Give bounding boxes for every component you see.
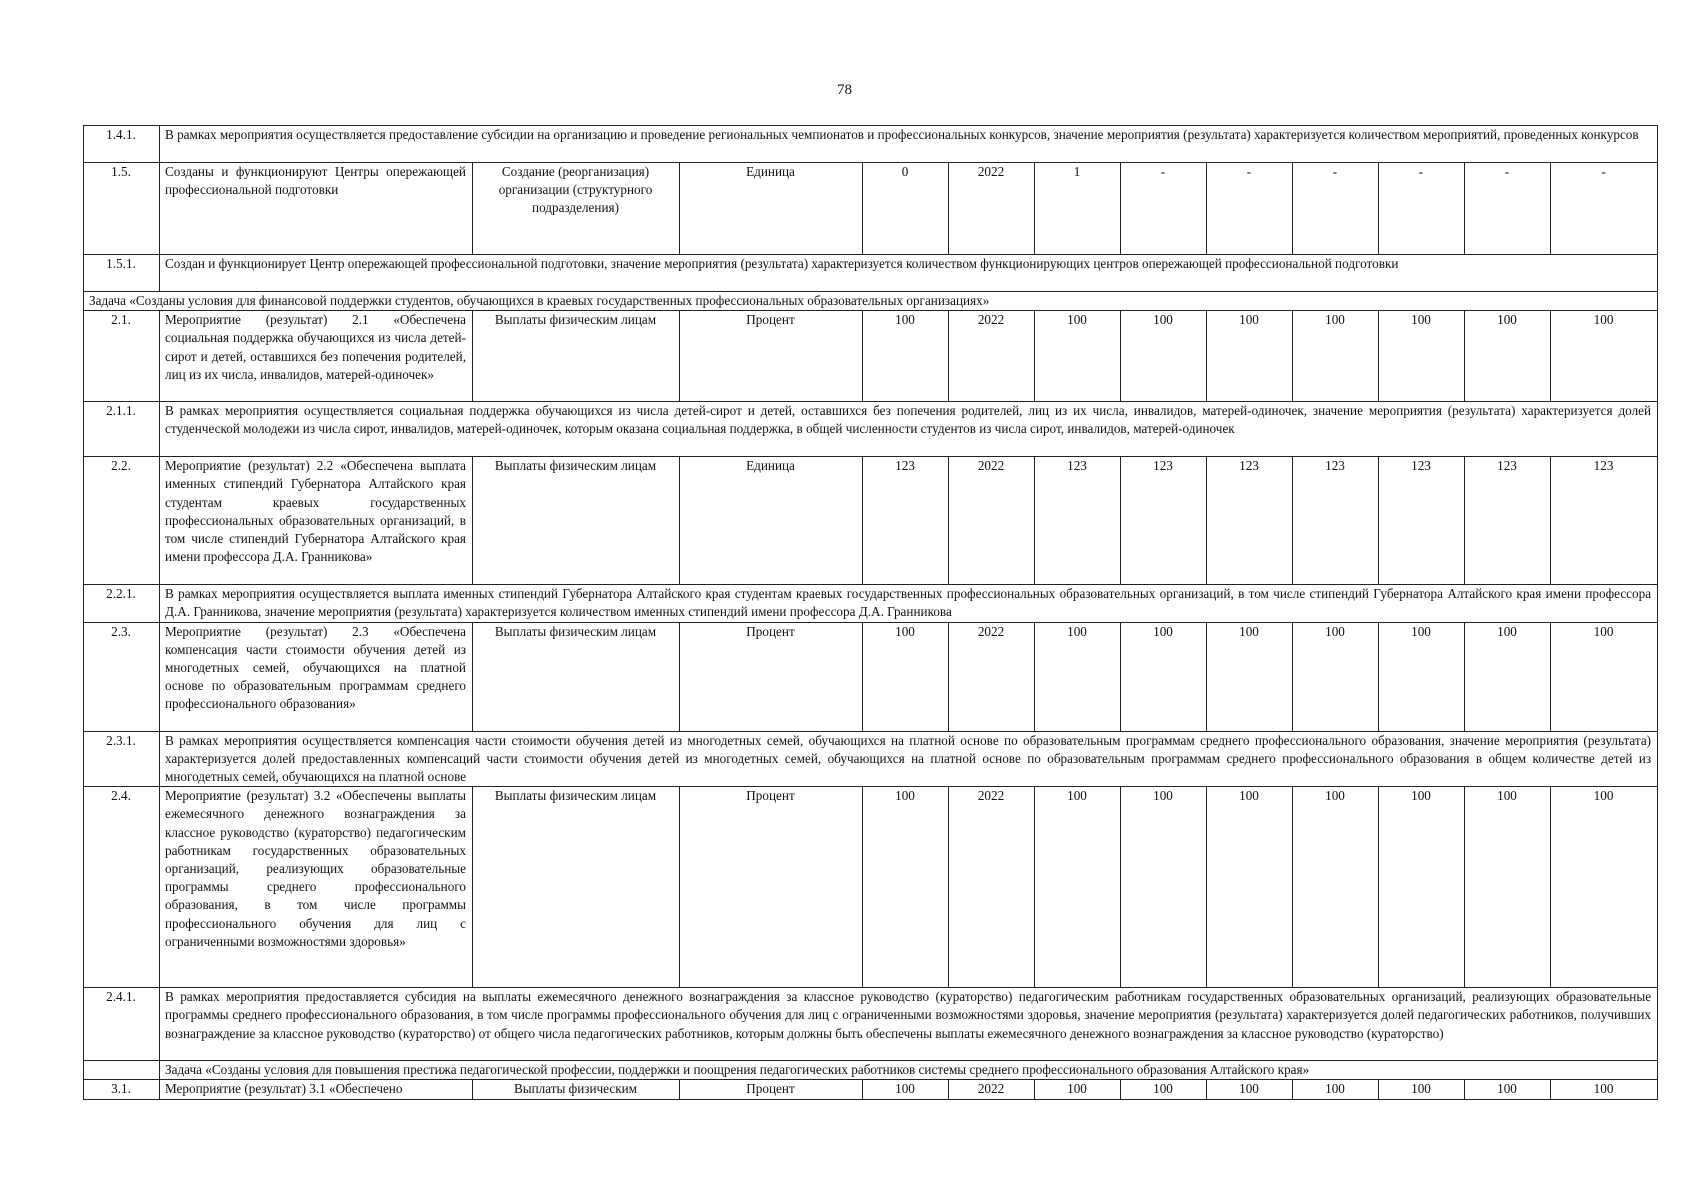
row-number: 2.2.1.	[84, 585, 160, 622]
table-row	[84, 402, 1658, 457]
base-year: 2022	[949, 1080, 1035, 1099]
value-1: 123	[1035, 457, 1121, 585]
row-description: В рамках мероприятия осуществляется предоставление субсидии на организацию и проведение региональных чемпионатов и профессиональных конкурсов, значение мероприятия (результата) характеризуется количеством мероприятий, проведенных конкурсов	[160, 126, 1658, 163]
base-value: 100	[863, 622, 949, 731]
base-value: 123	[863, 457, 949, 585]
results-table	[83, 125, 1658, 1100]
row-number: 3.1.	[84, 1080, 160, 1099]
result-type: Выплаты физическим лицам	[473, 311, 680, 402]
value-6: 100	[1465, 1080, 1551, 1099]
value-6: 123	[1465, 457, 1551, 585]
value-7: 100	[1551, 311, 1658, 402]
row-description: Создан и функционирует Центр опережающей профессиональной подготовки, значение мероприятия (результата) характеризуется количеством функционирующих центров опережающей профессиональной подготовки	[160, 255, 1658, 292]
table-row	[84, 988, 1658, 1061]
row-number: 1.4.1.	[84, 126, 160, 163]
value-4: -	[1293, 163, 1379, 255]
unit: Единица	[680, 163, 863, 255]
table-row	[84, 126, 1658, 163]
table-row	[84, 255, 1658, 292]
result-type: Выплаты физическим	[473, 1080, 680, 1099]
base-year: 2022	[949, 311, 1035, 402]
table-row	[84, 311, 1658, 402]
value-4: 100	[1293, 1080, 1379, 1099]
value-1: 100	[1035, 622, 1121, 731]
value-5: -	[1379, 163, 1465, 255]
value-7: 100	[1551, 622, 1658, 731]
task-row	[84, 292, 1658, 311]
unit: Процент	[680, 622, 863, 731]
unit: Процент	[680, 311, 863, 402]
value-6: 100	[1465, 787, 1551, 988]
row-description: В рамках мероприятия предоставляется субсидия на выплаты ежемесячного денежного вознаграждения за классное руководство (кураторство) педагогическим работникам государственных образовательных организаций, реализующих образовательные программы среднего профессионального образования, в том числе программы профессионального обучения для лиц с ограниченными возможностями здоровья, значение мероприятия (результата) характеризуется долей педагогических работников, получивших вознаграждение за классное руководство (кураторство) от общего числа педагогических работников, которым должны быть обеспечены выплаты ежемесячного денежного вознаграждения за классное руководство (кураторство)	[160, 988, 1658, 1061]
value-7: 100	[1551, 1080, 1658, 1099]
value-7: 100	[1551, 787, 1658, 988]
value-6: 100	[1465, 311, 1551, 402]
table-row	[84, 163, 1658, 255]
value-3: 100	[1207, 787, 1293, 988]
base-year: 2022	[949, 163, 1035, 255]
base-year: 2022	[949, 787, 1035, 988]
value-1: 100	[1035, 311, 1121, 402]
result-name: Мероприятие (результат) 3.2 «Обеспечены выплаты ежемесячного денежного вознаграждения за классное руководство (кураторство) педагогическим работникам государственных образовательных организаций, реализующих образовательные программы среднего профессионального образования, в том числе программы профессионального обучения для лиц с ограниченными возможностями здоровья»	[160, 787, 473, 988]
base-value: 100	[863, 311, 949, 402]
base-value: 100	[863, 787, 949, 988]
value-2: 123	[1121, 457, 1207, 585]
table-row	[84, 622, 1658, 731]
value-4: 100	[1293, 311, 1379, 402]
value-1: 1	[1035, 163, 1121, 255]
row-number: 2.3.1.	[84, 731, 160, 787]
result-type: Выплаты физическим лицам	[473, 787, 680, 988]
value-1: 100	[1035, 1080, 1121, 1099]
unit: Единица	[680, 457, 863, 585]
value-5: 100	[1379, 311, 1465, 402]
value-3: 100	[1207, 622, 1293, 731]
page-number: 78	[837, 82, 852, 98]
result-name: Созданы и функционируют Центры опережающей профессиональной подготовки	[160, 163, 473, 255]
task-heading: Задача «Созданы условия для финансовой поддержки студентов, обучающихся в краевых государственных профессиональных образовательных организациях»	[84, 292, 1658, 311]
row-number: 2.1.	[84, 311, 160, 402]
base-value: 100	[863, 1080, 949, 1099]
base-year: 2022	[949, 622, 1035, 731]
row-description: В рамках мероприятия осуществляется социальная поддержка обучающихся из числа детей-сирот и детей, оставшихся без попечения родителей, лиц из их числа, инвалидов, матерей-одиночек, значение мероприятия (результата) характеризуется долей студенческой молодежи из числа сирот, инвалидов, матерей-одиночек, которым оказана социальная поддержка, в общей численности студентов из числа сирот, инвалидов, матерей-одиночек	[160, 402, 1658, 457]
value-6: -	[1465, 163, 1551, 255]
value-3: 100	[1207, 1080, 1293, 1099]
table-row	[84, 787, 1658, 988]
value-2: 100	[1121, 787, 1207, 988]
value-5: 100	[1379, 1080, 1465, 1099]
value-3: 123	[1207, 457, 1293, 585]
base-year: 2022	[949, 457, 1035, 585]
value-5: 100	[1379, 787, 1465, 988]
value-5: 123	[1379, 457, 1465, 585]
value-6: 100	[1465, 622, 1551, 731]
row-number: 2.2.	[84, 457, 160, 585]
result-name: Мероприятие (результат) 3.1 «Обеспечено	[160, 1080, 473, 1099]
value-5: 100	[1379, 622, 1465, 731]
row-description: В рамках мероприятия осуществляется выплата именных стипендий Губернатора Алтайского края студентам краевых государственных профессиональных образовательных организаций, в том числе стипендий Губернатора Алтайского края имени профессора Д.А. Гранникова, значение мероприятия (результата) характеризуется количеством именных стипендий имени профессора Д.А. Гранникова	[160, 585, 1658, 622]
value-4: 100	[1293, 622, 1379, 731]
row-number: 2.1.1.	[84, 402, 160, 457]
table-row	[84, 585, 1658, 622]
table-row	[84, 731, 1658, 787]
table-row	[84, 1080, 1658, 1099]
result-type: Создание (реорганизация) организации (структурного подразделения)	[473, 163, 680, 255]
value-3: 100	[1207, 311, 1293, 402]
row-number: 1.5.1.	[84, 255, 160, 292]
base-value: 0	[863, 163, 949, 255]
task-heading: Задача «Созданы условия для повышения престижа педагогической профессии, поддержки и поощрения педагогических работников системы среднего профессионального образования Алтайского края»	[160, 1061, 1658, 1080]
task-row	[84, 1061, 1658, 1080]
result-type: Выплаты физическим лицам	[473, 457, 680, 585]
value-7: -	[1551, 163, 1658, 255]
result-name: Мероприятие (результат) 2.3 «Обеспечена компенсация части стоимости обучения детей из многодетных семей, обучающихся на платной основе по образовательным программам среднего профессионального образования»	[160, 622, 473, 731]
row-number: 2.4.1.	[84, 988, 160, 1061]
table-row	[84, 457, 1658, 585]
value-4: 100	[1293, 787, 1379, 988]
value-3: -	[1207, 163, 1293, 255]
result-name: Мероприятие (результат) 2.1 «Обеспечена социальная поддержка обучающихся из числа детей-сирот и детей, оставшихся без попечения родителей, лиц из их числа, инвалидов, матерей-одиночек»	[160, 311, 473, 402]
unit: Процент	[680, 1080, 863, 1099]
value-2: 100	[1121, 1080, 1207, 1099]
row-number: 2.4.	[84, 787, 160, 988]
value-1: 100	[1035, 787, 1121, 988]
value-4: 123	[1293, 457, 1379, 585]
result-type: Выплаты физическим лицам	[473, 622, 680, 731]
result-name: Мероприятие (результат) 2.2 «Обеспечена выплата именных стипендий Губернатора Алтайского края студентам краевых государственных профессиональных образовательных организаций, в том числе стипендий Губернатора Алтайского края имени профессора Д.А. Гранникова»	[160, 457, 473, 585]
unit: Процент	[680, 787, 863, 988]
row-number: 1.5.	[84, 163, 160, 255]
value-2: 100	[1121, 311, 1207, 402]
value-2: -	[1121, 163, 1207, 255]
value-2: 100	[1121, 622, 1207, 731]
row-description: В рамках мероприятия осуществляется компенсация части стоимости обучения детей из многодетных семей, обучающихся на платной основе по образовательным программам среднего профессионального образования, значение мероприятия (результата) характеризуется долей предоставленных компенсаций части стоимости обучения детей из многодетных семей, обучающихся на платной основе по образовательным программам среднего профессионального образования в общем количестве детей из многодетных семей, обучающихся на платной основе	[160, 731, 1658, 787]
row-number: 2.3.	[84, 622, 160, 731]
value-7: 123	[1551, 457, 1658, 585]
